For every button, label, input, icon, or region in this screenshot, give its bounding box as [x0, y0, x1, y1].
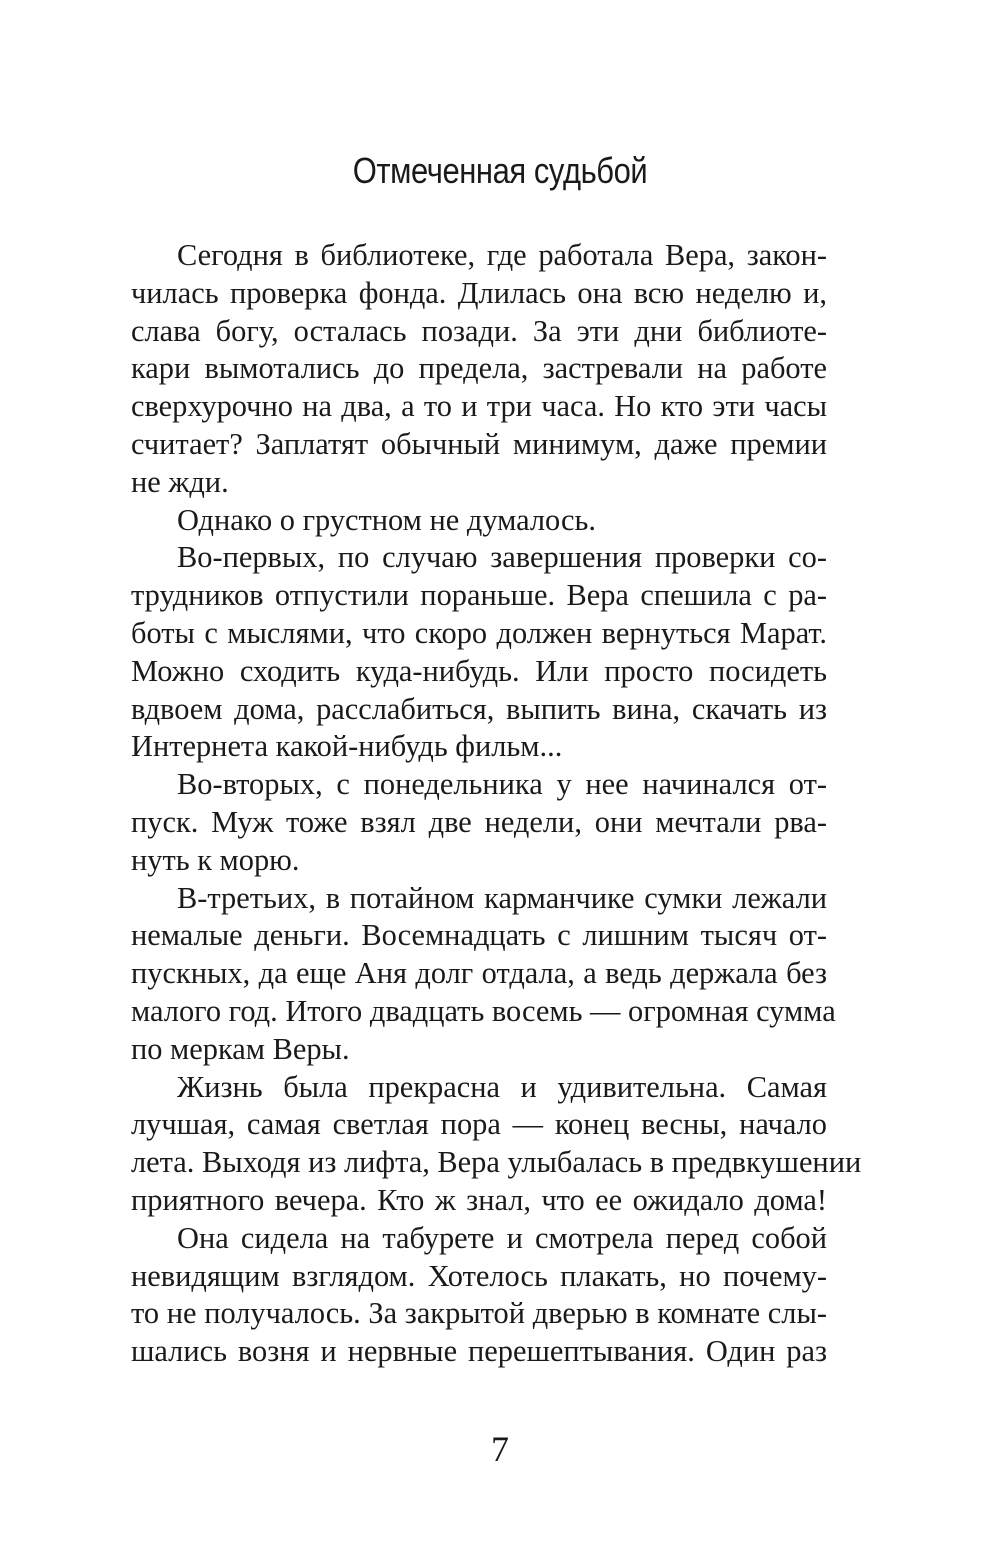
text-line: Сегодня в библиотеке, где работала Вера, закон- — [177, 238, 827, 272]
text-line: боты с мыслями, что скоро должен вернуться Марат. — [131, 615, 827, 650]
text-line: пуск. Муж тоже взял две недели, они мечтали рва- — [131, 804, 827, 839]
text-line: Во-вторых, с понедельника у нее начинался от- — [177, 767, 827, 802]
text-line: лучшая, самая светлая пора — конец весны, начало — [131, 1107, 827, 1142]
text-line: чилась проверка фонда. Длилась она всю неделю и, — [131, 275, 827, 310]
text-line: не жди. — [131, 464, 229, 499]
text-line: кари вымотались до предела, застревали на работе — [131, 351, 827, 386]
text-line: нуть к морю. — [131, 842, 300, 877]
text-line: немалые деньги. Восемнадцать с лишним тысяч от- — [131, 918, 827, 953]
chapter-title: Отмеченная судьбой — [352, 150, 648, 191]
text-line: вдвоем дома, расслабиться, выпить вина, скачать из — [131, 691, 827, 726]
text-line: по меркам Веры. — [131, 1031, 350, 1066]
text-line: то не получалось. За закрытой дверью в комнате слы- — [131, 1296, 827, 1331]
text-line: Можно сходить куда-нибудь. Или просто посидеть — [131, 653, 827, 688]
text-line: слава богу, осталась позади. За эти дни библиоте- — [131, 313, 827, 348]
text-line: сверхурочно на два, а то и три часа. Но кто эти часы — [131, 389, 827, 424]
text-line: Жизнь была прекрасна и удивительна. Самая — [177, 1069, 827, 1104]
text-line: считает? Заплатят обычный минимум, даже премии — [131, 426, 827, 461]
text-line: Однако о грустном не думалось. — [177, 502, 596, 537]
text-line: малого год. Итого двадцать восемь — огромная сумма — [131, 993, 836, 1028]
body-text — [131, 237, 862, 1371]
text-line: лета. Выходя из лифта, Вера улыбалась в предвкушении — [131, 1145, 862, 1180]
text-line: невидящим взглядом. Хотелось плакать, но почему- — [131, 1258, 827, 1293]
text-line: трудников отпустили пораньше. Вера спешила с ра- — [131, 578, 827, 613]
page-number: 7 — [491, 1429, 509, 1469]
text-line: пускных, да еще Аня долг отдала, а ведь держала без — [131, 956, 827, 991]
text-line: Во-первых, по случаю завершения проверки со- — [177, 540, 827, 575]
text-line: приятного вечера. Кто ж знал, что ее ожидало дома! — [131, 1182, 827, 1217]
text-line: Интернета какой-нибудь фильм... — [131, 729, 563, 764]
text-line: Она сидела на табурете и смотрела перед собой — [177, 1220, 827, 1255]
text-line: В-третьих, в потайном карманчике сумки лежали — [177, 880, 827, 915]
text-line: шались возня и нервные перешептывания. Один раз — [131, 1334, 827, 1369]
